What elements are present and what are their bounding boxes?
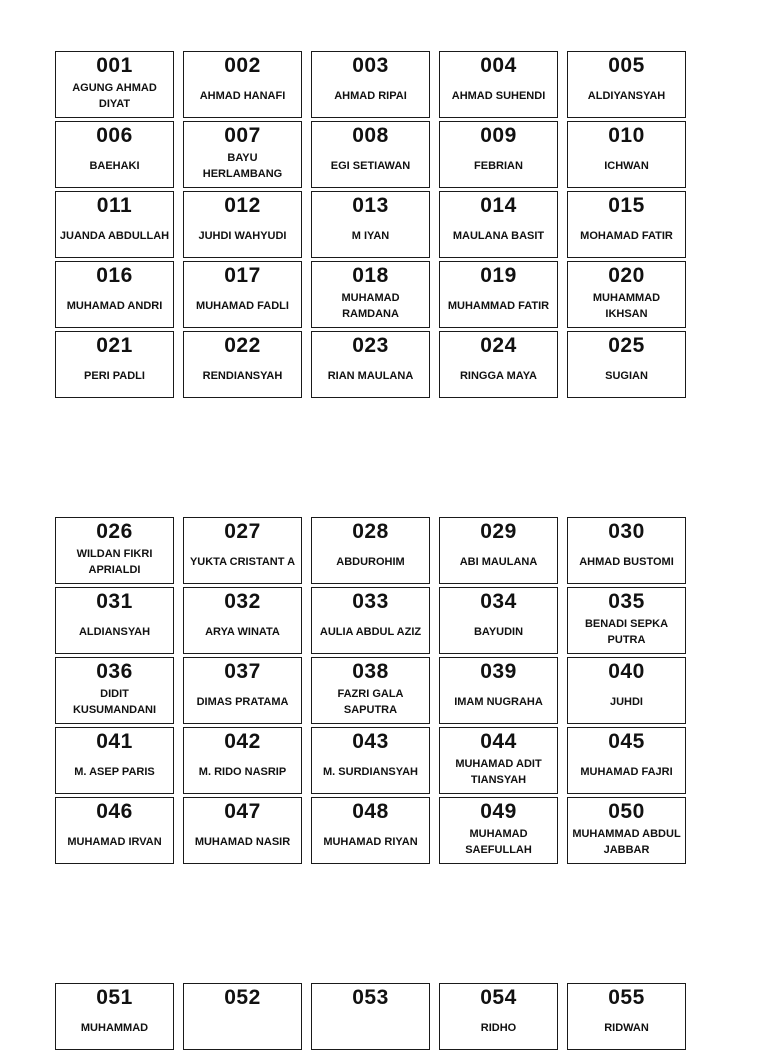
card-number: 045	[608, 730, 645, 753]
card-number: 025	[608, 334, 645, 357]
card-name: MUHAMAD ADIT TIANSYAH	[455, 758, 542, 786]
card-name: ICHWAN	[604, 160, 649, 172]
card-number: 008	[352, 124, 389, 147]
name-card	[567, 797, 686, 864]
name-card	[55, 517, 174, 584]
card-name: RINGGA MAYA	[459, 370, 538, 382]
card-number: 032	[224, 590, 261, 613]
name-card	[439, 587, 558, 654]
name-card	[183, 331, 302, 398]
card-number: 053	[352, 986, 389, 1009]
card-number: 035	[608, 590, 645, 613]
name-card	[439, 191, 558, 258]
card-name: M. SURDIANSYAH	[323, 766, 418, 778]
card-number: 003	[352, 54, 389, 77]
card-number: 004	[480, 54, 517, 77]
name-card	[567, 517, 686, 584]
card-name: RIDHO	[480, 1022, 517, 1034]
card-name: AHMAD RIPAI	[334, 90, 407, 102]
name-card	[55, 657, 174, 724]
card-name: MUHAMAD NASIR	[194, 836, 291, 848]
name-card	[183, 797, 302, 864]
card-name: MUHAMAD RAMDANA	[341, 292, 400, 320]
card-number: 050	[608, 800, 645, 823]
card-number: 024	[480, 334, 517, 357]
name-card	[439, 121, 558, 188]
card-number: 046	[96, 800, 133, 823]
card-number: 022	[224, 334, 261, 357]
card-name: M. RIDO NASRIP	[198, 766, 287, 778]
card-number: 048	[352, 800, 389, 823]
card-number: 016	[96, 264, 133, 287]
card-number: 037	[224, 660, 261, 683]
card-name: DIMAS PRATAMA	[196, 696, 289, 708]
name-card	[311, 51, 430, 118]
name-card	[55, 121, 174, 188]
card-name: MUHAMMAD ABDUL JABBAR	[572, 828, 681, 856]
card-number: 033	[352, 590, 389, 613]
card-number: 007	[224, 124, 261, 147]
card-number: 034	[480, 590, 517, 613]
card-name: FEBRIAN	[474, 160, 523, 172]
card-name: RIAN MAULANA	[327, 370, 414, 382]
card-number: 047	[224, 800, 261, 823]
card-number: 014	[480, 194, 517, 217]
card-number: 015	[608, 194, 645, 217]
card-name: ALDIANSYAH	[78, 626, 151, 638]
card-name: EGI SETIAWAN	[330, 160, 411, 172]
card-name: BAYUDIN	[473, 626, 524, 638]
name-card	[55, 587, 174, 654]
card-name: MUHAMAD SAEFULLAH	[465, 828, 532, 856]
name-card	[311, 727, 430, 794]
name-card	[439, 983, 558, 1050]
name-card	[311, 657, 430, 724]
name-card	[439, 657, 558, 724]
name-card	[183, 51, 302, 118]
card-name: ABI MAULANA	[459, 556, 538, 568]
card-name: AHMAD SUHENDI	[451, 90, 546, 102]
card-number: 041	[96, 730, 133, 753]
name-card	[55, 797, 174, 864]
card-number: 028	[352, 520, 389, 543]
card-name: AHMAD HANAFI	[199, 90, 286, 102]
card-number: 029	[480, 520, 517, 543]
card-number: 051	[96, 986, 133, 1009]
name-card	[311, 797, 430, 864]
card-number: 044	[480, 730, 517, 753]
card-number: 002	[224, 54, 261, 77]
card-number: 039	[480, 660, 517, 683]
card-name: ARYA WINATA	[205, 626, 280, 638]
card-name: MUHAMAD RIYAN	[323, 836, 418, 848]
name-card	[567, 121, 686, 188]
card-name: RIDWAN	[604, 1022, 649, 1034]
card-name: MOHAMAD FATIR	[580, 230, 673, 242]
name-card	[183, 657, 302, 724]
card-number: 005	[608, 54, 645, 77]
card-name: MUHAMAD IRVAN	[67, 836, 162, 848]
card-number: 030	[608, 520, 645, 543]
card-number: 006	[96, 124, 133, 147]
card-name: WILDAN FIKRI APRIALDI	[76, 548, 153, 576]
card-name: YUKTA CRISTANT A	[189, 556, 296, 568]
name-card	[55, 51, 174, 118]
name-card	[183, 587, 302, 654]
name-card-grid-1	[55, 51, 686, 398]
name-card	[311, 121, 430, 188]
name-card	[311, 261, 430, 328]
card-name: IMAM NUGRAHA	[454, 696, 543, 708]
card-number: 054	[480, 986, 517, 1009]
name-card	[183, 191, 302, 258]
card-name: M IYAN	[351, 230, 390, 242]
card-name: JUANDA ABDULLAH	[59, 230, 170, 242]
card-number: 031	[96, 590, 133, 613]
card-name: MUHAMMAD IKHSAN	[592, 292, 661, 320]
card-name: JUHDI	[609, 696, 643, 708]
card-name: RENDIANSYAH	[202, 370, 283, 382]
card-number: 021	[96, 334, 133, 357]
card-name: MUHAMMAD	[80, 1022, 149, 1034]
card-number: 026	[96, 520, 133, 543]
name-card-grid-3	[55, 983, 686, 1050]
card-name: MUHAMMAD FATIR	[447, 300, 550, 312]
card-name: AGUNG AHMAD DIYAT	[72, 82, 157, 110]
card-name: JUHDI WAHYUDI	[198, 230, 287, 242]
name-card	[567, 191, 686, 258]
name-card	[183, 983, 302, 1050]
name-card	[55, 261, 174, 328]
name-card	[55, 191, 174, 258]
name-card	[55, 331, 174, 398]
name-card	[439, 51, 558, 118]
card-name: PERI PADLI	[84, 370, 145, 382]
name-card	[567, 51, 686, 118]
name-card	[439, 797, 558, 864]
name-card	[567, 587, 686, 654]
card-name: SUGIAN	[605, 370, 648, 382]
name-card	[567, 983, 686, 1050]
card-number: 052	[224, 986, 261, 1009]
name-card	[311, 517, 430, 584]
card-number: 001	[96, 54, 133, 77]
card-number: 018	[352, 264, 389, 287]
card-name: ALDIYANSYAH	[587, 90, 666, 102]
name-card	[55, 727, 174, 794]
card-name: DIDIT KUSUMANDANI	[72, 688, 157, 716]
card-number: 043	[352, 730, 389, 753]
card-name: BAEHAKI	[89, 160, 140, 172]
name-card	[183, 261, 302, 328]
card-name: AULIA ABDUL AZIZ	[319, 626, 422, 638]
card-number: 012	[224, 194, 261, 217]
card-name: FAZRI GALA SAPUTRA	[337, 688, 404, 716]
card-number: 038	[352, 660, 389, 683]
card-number: 049	[480, 800, 517, 823]
card-number: 013	[352, 194, 389, 217]
name-card	[311, 191, 430, 258]
name-card	[567, 261, 686, 328]
name-card	[567, 657, 686, 724]
name-card	[567, 727, 686, 794]
card-name: AHMAD BUSTOMI	[579, 556, 674, 568]
name-card	[439, 727, 558, 794]
card-name: M. ASEP PARIS	[74, 766, 155, 778]
name-card	[439, 517, 558, 584]
card-number: 009	[480, 124, 517, 147]
card-number: 020	[608, 264, 645, 287]
card-number: 027	[224, 520, 261, 543]
name-card	[55, 983, 174, 1050]
card-name: BAYU HERLAMBANG	[202, 152, 283, 180]
card-number: 042	[224, 730, 261, 753]
card-name: ABDUROHIM	[336, 556, 405, 568]
name-card	[183, 727, 302, 794]
name-card	[311, 587, 430, 654]
card-name: MUHAMAD FADLI	[196, 300, 289, 312]
name-card	[567, 331, 686, 398]
card-number: 036	[96, 660, 133, 683]
card-number: 010	[608, 124, 645, 147]
card-number: 040	[608, 660, 645, 683]
card-number: 023	[352, 334, 389, 357]
name-card	[439, 261, 558, 328]
name-card	[183, 517, 302, 584]
card-number: 011	[96, 194, 133, 217]
card-name: BENADI SEPKA PUTRA	[584, 618, 669, 646]
name-card	[183, 121, 302, 188]
name-card	[439, 331, 558, 398]
card-name: MAULANA BASIT	[452, 230, 545, 242]
name-card	[311, 331, 430, 398]
card-name: MUHAMAD ANDRI	[66, 300, 163, 312]
card-number: 017	[224, 264, 261, 287]
card-name: MUHAMAD FAJRI	[580, 766, 673, 778]
card-number: 019	[480, 264, 517, 287]
card-number: 055	[608, 986, 645, 1009]
name-card	[311, 983, 430, 1050]
name-card-grid-2	[55, 517, 686, 864]
